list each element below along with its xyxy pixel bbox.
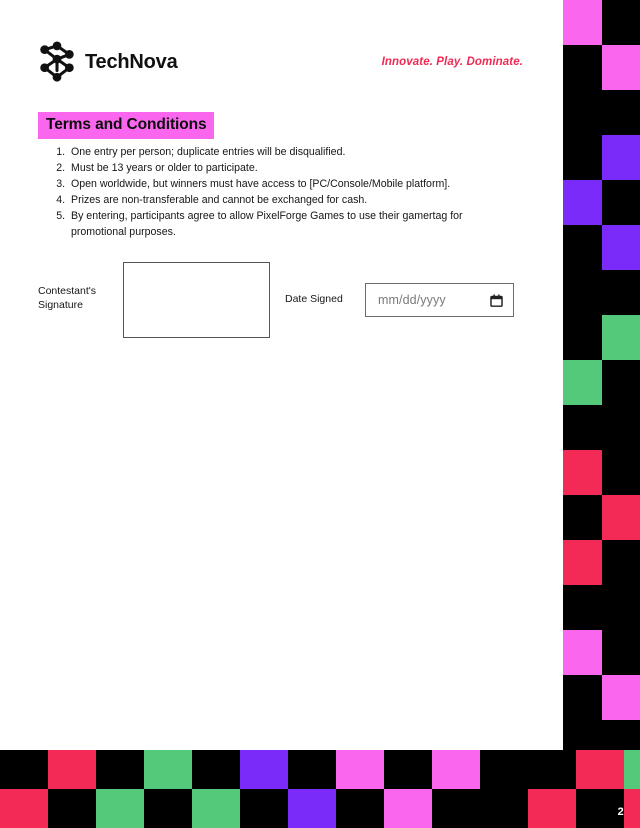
- decor-cell: [528, 789, 576, 828]
- decor-cell: [602, 495, 640, 540]
- decor-cell: [563, 540, 602, 585]
- decor-cell: [563, 630, 602, 675]
- signature-input-box[interactable]: [123, 262, 270, 338]
- decor-cell: [602, 675, 640, 720]
- decor-cell: [563, 360, 602, 405]
- decor-cell: [48, 750, 96, 789]
- signature-label: [38, 284, 118, 312]
- decor-cell: [576, 750, 624, 789]
- brand-lockup: [38, 41, 178, 83]
- decor-cell: [384, 789, 432, 828]
- decor-cell: [144, 750, 192, 789]
- terms-list: [44, 145, 518, 241]
- bottom-decorative-checker-strip: [0, 750, 640, 828]
- section-title: Terms and Conditions: [38, 112, 214, 139]
- brand-tagline: Innovate. Play. Dominate.: [381, 56, 523, 68]
- terms-list-item: 4. Prizes are non-transferable and cannot be exchanged for cash.: [68, 193, 518, 209]
- signature-row: [38, 260, 523, 344]
- decor-cell: [563, 0, 602, 45]
- calendar-icon[interactable]: [490, 294, 503, 307]
- right-decorative-checker-bar: [563, 0, 640, 750]
- decor-cell: [602, 135, 640, 180]
- decor-cell: [0, 789, 48, 828]
- decor-cell: [96, 789, 144, 828]
- terms-list-item: 3. Open worldwide, but winners must have access to [PC/Console/Mobile platform].: [68, 177, 518, 193]
- signature-label-line2: Signature: [38, 299, 83, 311]
- decor-cell: [432, 750, 480, 789]
- terms-list-item: 2. Must be 13 years or older to participate.: [68, 161, 518, 177]
- page-header: [38, 40, 523, 84]
- date-placeholder-text: mm/dd/yyyy: [378, 293, 446, 307]
- page-number: 2: [617, 806, 624, 818]
- decor-cell: [624, 789, 640, 828]
- decor-cell: [336, 750, 384, 789]
- decor-cell: [602, 45, 640, 90]
- signature-label-line1: Contestant's: [38, 285, 97, 297]
- date-signed-input[interactable]: [365, 283, 514, 317]
- decor-cell: [240, 750, 288, 789]
- decor-cell: [624, 750, 640, 789]
- date-signed-label: Date Signed: [285, 293, 343, 305]
- network-nodes-icon: [38, 41, 76, 83]
- decor-cell: [192, 789, 240, 828]
- decor-cell: [288, 789, 336, 828]
- terms-list-item: 5. By entering, participants agree to allow PixelForge Games to use their gamertag for promotional purposes.: [68, 209, 518, 240]
- decor-cell: [563, 450, 602, 495]
- decor-cell: [563, 180, 602, 225]
- terms-list-item: 1. One entry per person; duplicate entries will be disqualified.: [68, 145, 518, 161]
- decor-cell: [602, 225, 640, 270]
- brand-name: TechNova: [85, 50, 178, 73]
- decor-cell: [602, 315, 640, 360]
